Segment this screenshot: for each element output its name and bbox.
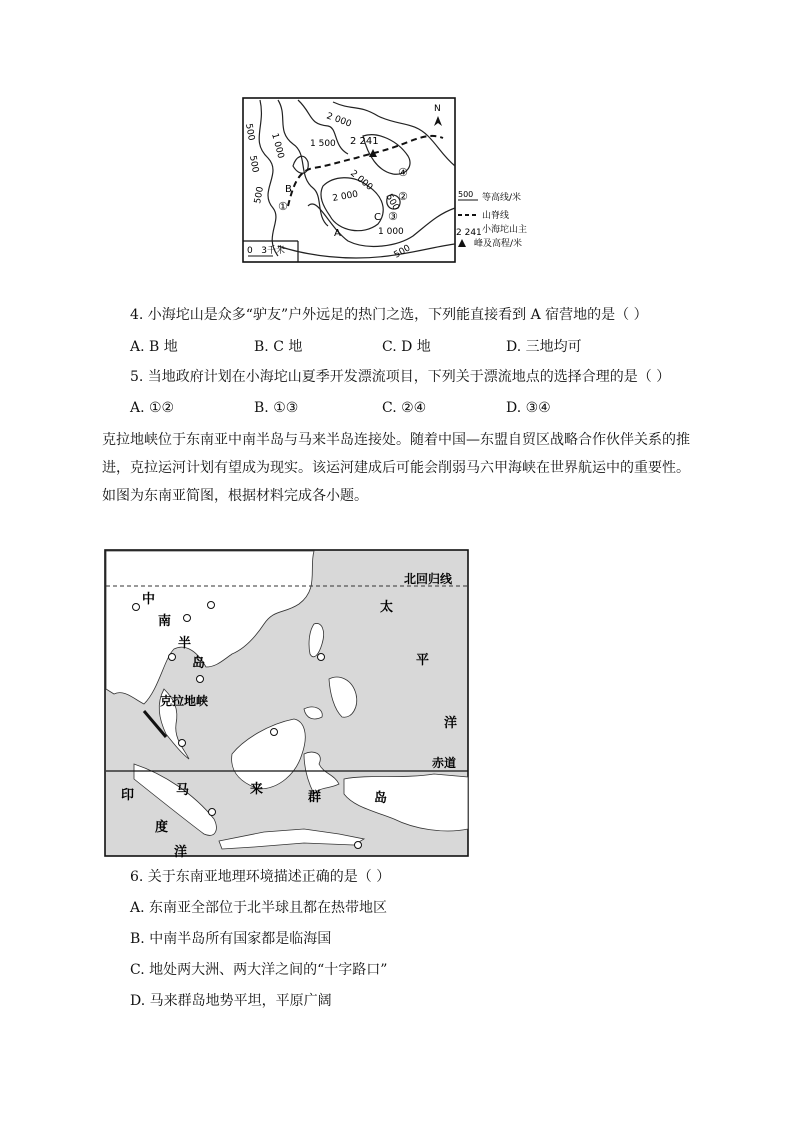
- q5-option-c[interactable]: C. ②④: [382, 400, 427, 416]
- malay-archipelago-label: 马: [176, 783, 190, 798]
- q4-option-d[interactable]: D. 三地均可: [506, 339, 582, 355]
- contour-label: 500: [392, 243, 413, 261]
- q6-option-b[interactable]: B. 中南半岛所有国家都是临海国: [130, 931, 332, 947]
- q6-option-d[interactable]: D. 马来群岛地势平坦，平原广阔: [130, 993, 332, 1009]
- legend-contour-value: 500: [458, 190, 474, 199]
- contour-label: 2 000: [331, 189, 359, 204]
- question-6-stem: 6. 关于东南亚地理环境描述正确的是（ ）: [130, 869, 391, 885]
- malay-archipelago-label: 岛: [374, 791, 388, 806]
- southeast-asia-map: [104, 549, 470, 859]
- scale-label: 0 3千米: [247, 246, 286, 256]
- peak-elevation: 2 241: [350, 136, 379, 147]
- q6-option-c[interactable]: C. 地处两大洲、两大洋之间的“十字路口”: [130, 962, 388, 978]
- material-line: 克拉地峡位于东南亚中南半岛与马来半岛连接处。随着中国—东盟自贸区战略合作伙伴关系的推: [102, 432, 690, 448]
- point-c: C: [374, 212, 381, 223]
- q4-option-c[interactable]: C. D 地: [382, 339, 431, 355]
- topographic-map: [238, 96, 554, 268]
- marker-2: ②: [398, 190, 408, 203]
- topographic-map-svg: [238, 96, 554, 268]
- point-b: B: [285, 184, 292, 195]
- legend-peak-icon: [458, 239, 466, 247]
- question-5-stem: 5. 当地政府计划在小海坨山夏季开发漂流项目，下列关于漂流地点的选择合理的是（ ）: [130, 369, 671, 385]
- peninsula-label: 岛: [192, 656, 206, 671]
- contour-label: 1 500: [310, 139, 336, 149]
- point-a: A: [334, 228, 341, 239]
- legend-peak-label: 小海坨山主: [482, 225, 528, 235]
- malay-archipelago-label: 来: [250, 782, 264, 797]
- marker-4: ④: [398, 166, 408, 179]
- question-4-stem: 4. 小海坨山是众多“驴友”户外远足的热门之选，下列能直接看到 A 宿营地的是（ ）: [130, 307, 648, 323]
- contour-label: 500: [243, 122, 256, 142]
- q4-option-a[interactable]: A. B 地: [130, 339, 178, 355]
- equator-label: 赤道: [432, 756, 457, 770]
- north-label: N: [434, 104, 441, 114]
- pacific-label: 平: [416, 653, 430, 668]
- contour-label: 500: [253, 185, 266, 205]
- indian-ocean-label: 洋: [174, 845, 188, 859]
- pacific-label: 太: [380, 600, 394, 615]
- legend-contour-label: 等高线/米: [482, 193, 522, 203]
- tropic-of-cancer-label: 北回归线: [404, 572, 453, 586]
- map-legend: [456, 190, 527, 249]
- peninsula-label: 南: [158, 614, 172, 629]
- q5-option-a[interactable]: A. ①②: [130, 400, 175, 416]
- contour-label: 500: [383, 192, 401, 213]
- legend-peak-value: 2 241: [456, 228, 482, 238]
- material-line: 如图为东南亚简图，根据材料完成各小题。: [102, 488, 368, 504]
- peninsula-label: 中: [142, 592, 156, 607]
- contour-label: 2 000: [324, 111, 353, 130]
- material-paragraph: [102, 426, 742, 510]
- material-line: 进，克拉运河计划有望成为现实。该运河建成后可能会削弱马六甲海峡在世界航运中的重要性。: [102, 460, 690, 476]
- kra-isthmus-label: 克拉地峡: [160, 694, 209, 708]
- indian-ocean-label: 度: [155, 820, 169, 835]
- contour-label: 2 000: [348, 168, 375, 193]
- q5-option-b[interactable]: B. ①③: [254, 400, 299, 416]
- q5-option-d[interactable]: D. ③④: [506, 400, 551, 416]
- southeast-asia-map-svg: [104, 549, 470, 859]
- legend-peak-label: 峰及高程/米: [474, 239, 523, 249]
- malay-archipelago-label: 群: [308, 790, 322, 805]
- indian-ocean-label: 印: [121, 788, 135, 803]
- marker-3: ③: [388, 210, 398, 223]
- marker-1: ①: [278, 200, 288, 213]
- pacific-label: 洋: [444, 716, 458, 731]
- contour-label: 1 000: [378, 227, 404, 237]
- q4-option-b[interactable]: B. C 地: [254, 339, 303, 355]
- contour-label: 1 000: [269, 132, 286, 160]
- peninsula-label: 半: [178, 636, 192, 651]
- legend-ridge-label: 山脊线: [482, 211, 510, 221]
- q6-option-a[interactable]: A. 东南亚全部位于北半球且都在热带地区: [130, 900, 388, 916]
- contour-label: 500: [247, 154, 260, 174]
